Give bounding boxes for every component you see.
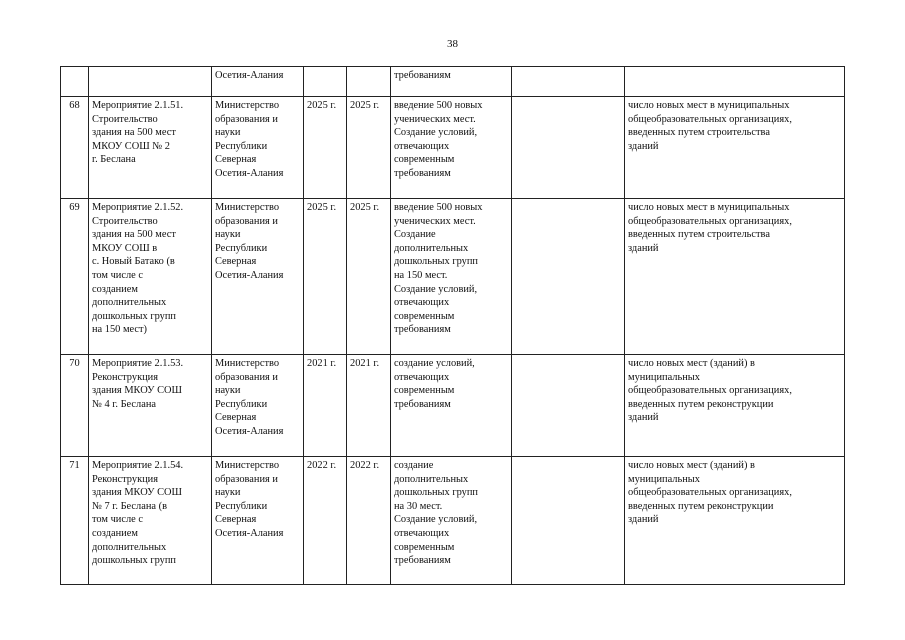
blank-cell — [512, 199, 625, 355]
result-cell: введение 500 новых ученических мест. Создание дополнительных дошкольных групп на 150 мест. Создание условий, отвечающих современным требованиям — [391, 199, 512, 355]
table-row — [61, 355, 845, 457]
executor-cell: Министерство образования и науки Республики Северная Осетия-Алания — [212, 199, 304, 355]
event-cell: Мероприятие 2.1.52. Строительство здания на 500 мест МКОУ СОШ в с. Новый Батако (в том числе с созданием дополнительных дошкольных групп на 150 мест) — [89, 199, 212, 355]
executor-cell: Министерство образования и науки Республики Северная Осетия-Алания — [212, 457, 304, 585]
executor-cell: Министерство образования и науки Республики Северная Осетия-Алания — [212, 355, 304, 457]
start-year-cell: 2022 г. — [304, 457, 347, 585]
result-cell: требованиям — [391, 67, 512, 97]
table-row — [61, 199, 845, 355]
start-year-cell — [304, 67, 347, 97]
end-year-cell: 2025 г. — [347, 97, 391, 199]
blank-cell — [512, 67, 625, 97]
event-cell: Мероприятие 2.1.53. Реконструкция здания МКОУ СОШ № 4 г. Беслана — [89, 355, 212, 457]
blank-cell — [512, 457, 625, 585]
indicator-cell: число новых мест в муниципальных общеобразовательных организациях, введенных путем строительства зданий — [625, 97, 845, 199]
row-number: 71 — [61, 457, 89, 585]
end-year-cell: 2022 г. — [347, 457, 391, 585]
blank-cell — [512, 97, 625, 199]
executor-cell: Министерство образования и науки Республики Северная Осетия-Алания — [212, 97, 304, 199]
result-cell: создание условий, отвечающих современным требованиям — [391, 355, 512, 457]
executor-cell: Осетия-Алания — [212, 67, 304, 97]
blank-cell — [512, 355, 625, 457]
end-year-cell — [347, 67, 391, 97]
measures-table — [60, 66, 845, 585]
result-cell: создание дополнительных дошкольных групп на 30 мест. Создание условий, отвечающих современным требованиям — [391, 457, 512, 585]
row-number: 69 — [61, 199, 89, 355]
start-year-cell: 2025 г. — [304, 97, 347, 199]
event-cell — [89, 67, 212, 97]
indicator-cell: число новых мест (зданий) в муниципальных общеобразовательных организациях, введенных путем реконструкции зданий — [625, 355, 845, 457]
event-cell: Мероприятие 2.1.54. Реконструкция здания МКОУ СОШ № 7 г. Беслана (в том числе с созданием дополнительных дошкольных групп — [89, 457, 212, 585]
table-row — [61, 457, 845, 585]
start-year-cell: 2025 г. — [304, 199, 347, 355]
row-number: 70 — [61, 355, 89, 457]
page-number: 38 — [447, 38, 458, 50]
result-cell: введение 500 новых ученических мест. Создание условий, отвечающих современным требованиям — [391, 97, 512, 199]
indicator-cell: число новых мест в муниципальных общеобразовательных организациях, введенных путем строительства зданий — [625, 199, 845, 355]
event-cell: Мероприятие 2.1.51. Строительство здания на 500 мест МКОУ СОШ № 2 г. Беслана — [89, 97, 212, 199]
row-number — [61, 67, 89, 97]
indicator-cell: число новых мест (зданий) в муниципальных общеобразовательных организациях, введенных путем реконструкции зданий — [625, 457, 845, 585]
start-year-cell: 2021 г. — [304, 355, 347, 457]
end-year-cell: 2025 г. — [347, 199, 391, 355]
row-number: 68 — [61, 97, 89, 199]
table-row — [61, 67, 845, 97]
indicator-cell — [625, 67, 845, 97]
table-row — [61, 97, 845, 199]
end-year-cell: 2021 г. — [347, 355, 391, 457]
